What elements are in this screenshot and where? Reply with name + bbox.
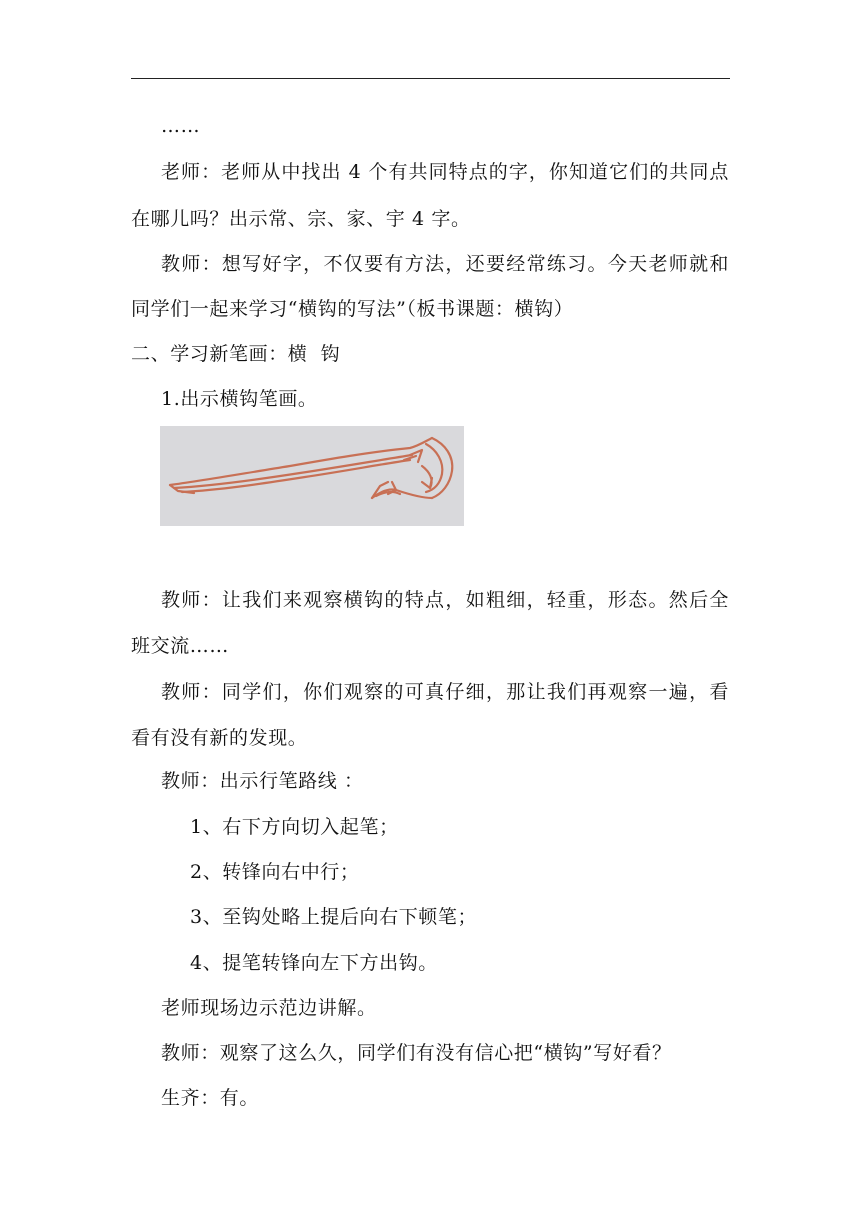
hengou-stroke-icon [160, 426, 464, 526]
header-rule [131, 78, 730, 79]
hengou-stroke-image [160, 426, 464, 526]
route-step-2: 2、转锋向右中行； [190, 861, 360, 883]
route-step-1: 1、右下方向切入起笔； [190, 816, 399, 838]
paragraph-observe-again-line-1: 教师：同学们，你们观察的可真仔细，那让我们再观察一遍，看 [161, 681, 729, 703]
paragraph-teacher-intro-line-2: 在哪儿吗？出示常、宗、家、宇 4 字。 [131, 208, 471, 230]
route-step-4: 4、提笔转锋向左下方出钩。 [190, 952, 438, 974]
route-intro: 教师：出示行笔路线 ： [161, 770, 364, 792]
paragraph-lesson-intro-line-2: 同学们一起来学习“横钩的写法”（板书课题：横钩） [131, 298, 574, 320]
paragraph-teacher-intro-line-1: 老师：老师从中找出 4 个有共同特点的字，你知道它们的共同点 [161, 161, 729, 183]
paragraph-observe-line-1: 教师：让我们来观察横钩的特点，如粗细，轻重，形态。然后全 [161, 589, 729, 611]
paragraph-lesson-intro-line-1: 教师：想写好字，不仅要有方法，还要经常练习。今天老师就和 [161, 253, 729, 275]
section-heading: 二、学习新笔画：横 钩 [131, 343, 341, 365]
paragraph-answer: 生齐：有。 [161, 1087, 260, 1109]
step-1-label: 1.出示横钩笔画。 [161, 388, 318, 410]
paragraph-question: 教师：观察了这么久，同学们有没有信心把“横钩”写好看？ [161, 1042, 672, 1064]
route-step-3: 3、至钩处略上提后向右下顿笔； [190, 906, 478, 928]
paragraph-observe-again-line-2: 看有没有新的发现。 [131, 727, 308, 749]
paragraph-observe-line-2: 班交流…… [131, 635, 230, 657]
paragraph-demo: 老师现场边示范边讲解。 [161, 997, 377, 1019]
ellipsis-line: …… [161, 115, 201, 137]
